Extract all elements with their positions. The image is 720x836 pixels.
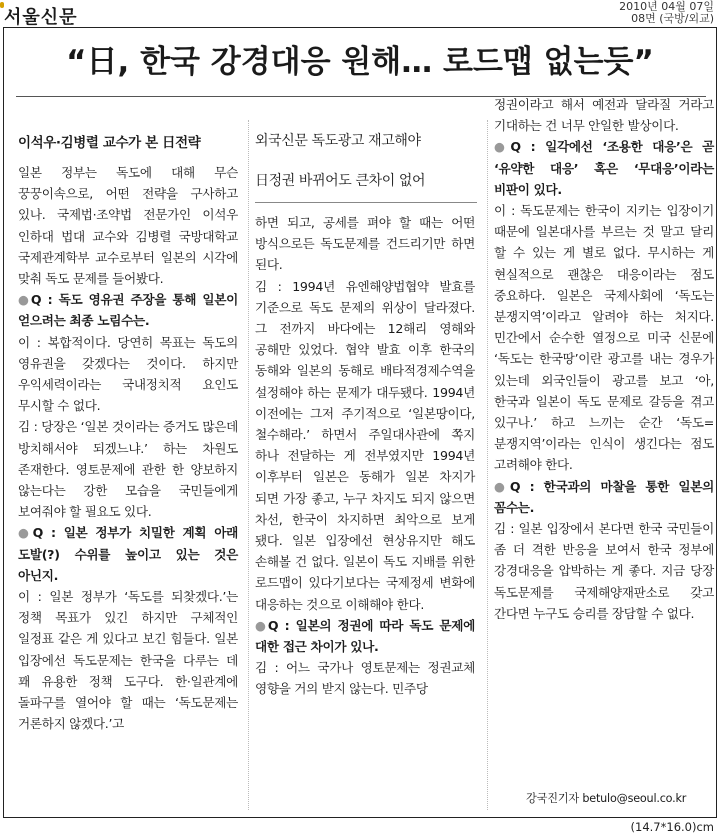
column-divider bbox=[248, 120, 249, 810]
paragraph-text: 김 : 일본 입장에서 본다면 한국 국민들이 좀 더 격한 반응을 보여서 한국 정부에 강경대응을 압박하는 게 좋다. 지금 당장 독도문제를 국제해양재판소로 갖고 간다면 누구도 승리를 장담할 수 없다. bbox=[494, 521, 714, 621]
paragraph-text: 김 : 어느 국가나 영토문제는 정권교체 영향을 거의 받지 않는다. 민주당 bbox=[255, 660, 475, 697]
question-paragraph bbox=[18, 289, 238, 331]
body-paragraph bbox=[255, 212, 475, 276]
question-text: Q : 일본의 정권에 따라 독도 문제에 대한 접근 차이가 있나. bbox=[255, 617, 475, 655]
page-section: 08면 (국방/외교) bbox=[631, 12, 714, 25]
body-paragraph bbox=[255, 276, 475, 615]
question-paragraph bbox=[494, 476, 714, 518]
question-bullet-icon: ● bbox=[255, 617, 268, 633]
question-paragraph bbox=[255, 615, 475, 657]
question-bullet-icon: ● bbox=[494, 139, 511, 155]
col1-subhead: 이석우·김병렬 교수가 본 日전략 bbox=[18, 135, 201, 151]
paragraph-text: 하면 되고, 공세를 펴야 할 때는 어떤 방식으로든 독도문제를 건드리기만 하면 된다. bbox=[255, 215, 475, 273]
question-bullet-icon: ● bbox=[18, 525, 33, 541]
paragraph-text: 김 : 당장은 ‘일본 것이라는 증거도 많은데 방치해서야 되겠느냐.’ 하는 차원도 존재한다. 영토문제에 관한 한 양보하지 않는다는 강한 모습을 국민들에게 보여줘야 할 필요도 있다. bbox=[18, 419, 238, 520]
dateline bbox=[619, 1, 714, 25]
question-text: Q : 한국과의 마찰을 통한 일본의 꼼수는. bbox=[494, 478, 714, 515]
question-text: Q : 독도 영유권 주장을 통해 일본이 얻으려는 최종 노림수는. bbox=[18, 292, 238, 329]
body-paragraph bbox=[18, 416, 238, 522]
paragraph-text: 이 : 독도문제는 한국이 지키는 입장이기 때문에 일본대사를 부르는 것 말고 달리 할 수 있는 게 별로 없다. 무시하는 게 현실적으로 괜찮은 대응이라는 점도 중요하다. 일본은 국제사회에 ‘독도는 분쟁지역’이라고 알려야 하는 처지다. 민간에서 순수한 열정으로 미국 신문에 ‘독도는 한국땅’이란 광고를 내는 경우가 있는데 외국인들이 광고를 보고 ‘아, 한국과 일본이 독도 문제로 갈등을 겪고 있구나.’ 하고 느끼는 순간 ‘독도=분쟁지역’이라는 인식이 생긴다는 점도 고려해야 한다. bbox=[494, 203, 714, 473]
column-divider bbox=[487, 120, 488, 810]
body-paragraph bbox=[494, 94, 714, 136]
subhead-divider bbox=[255, 202, 477, 203]
question-paragraph bbox=[494, 136, 714, 200]
question-bullet-icon: ● bbox=[494, 478, 510, 494]
paragraph-text: 김 : 1994년 유엔해양법협약 발효를 기준으로 독도 문제의 위상이 달라졌다. 그 전까지 바다에는 12해리 영해와 공해만 있었다. 협약 발효 이후 한국의 동해와 일본의 동해로 배타적경제수역을 설정해야 하는 문제가 대두됐다. 1994년 이전에는 그저 주기적으로 ‘일본땅이다, 철수해라.’ 하면서 주일대사관에 쪽지 하나 전달하는 게 전부였지만 1994년 이후부터 일본은 동해가 일본 차지가 되면 가장 좋고, 누구 차지도 되지 않으면 차선, 한국이 차지하면 최악으로 보게 됐다. 일본 입장에선 현상유지만 해도 손해볼 건 없다. 일본이 독도 지배를 위한 로드맵이 있다기보다는 국제정세 변화에 대응하는 것으로 이해해야 한다. bbox=[255, 278, 475, 612]
body-paragraph bbox=[18, 332, 238, 417]
question-bullet-icon: ● bbox=[18, 292, 31, 308]
byline: 강국진기자 betulo@seoul.co.kr bbox=[526, 792, 687, 805]
question-text: Q : 일각에선 ‘조용한 대응’은 곧 ‘유약한 대응’ 혹은 ‘무대응’이라는 비판이 있다. bbox=[494, 139, 714, 197]
col2-subhead-b: 日정권 바뀌어도 큰차이 없어 bbox=[255, 173, 426, 189]
body-paragraph bbox=[18, 162, 238, 289]
question-paragraph bbox=[18, 522, 238, 586]
body-paragraph bbox=[18, 586, 238, 734]
article-column-3 bbox=[494, 94, 714, 624]
paragraph-text: 이 : 일본 정부가 ‘독도를 되찾겠다.’는 정책 목표가 있긴 하지만 구체적인 일정표 같은 게 있다고 보긴 힘들다. 일본 입장에선 독도문제는 한국을 다루는 데 꽤 유용한 정책 도구다. 한·일관계에 돌파구를 열어야 할 때는 ‘독도문제는 거론하지 않겠다.’고 bbox=[18, 589, 238, 732]
paragraph-text: 정권이라고 해서 예전과 달라질 거라고 기대하는 건 너무 안일한 발상이다. bbox=[494, 97, 714, 134]
article-column-2 bbox=[255, 212, 475, 700]
question-text: Q : 일본 정부가 치밀한 계획 아래 도발(?) 수위를 높이고 있는 것은 아닌지. bbox=[18, 525, 238, 583]
publication-date: 2010년 04월 07일 bbox=[619, 0, 714, 13]
paragraph-text: 일본 정부는 독도에 대해 무슨 꿍꿍이속으로, 어떤 전략을 구사하고 있나. 국제법·조약법 전문가인 이석우 인하대 법대 교수와 김병렬 국방대학교 국제관계학부 교수로부터 일본의 시각에 맞춰 독도 문제를 들어봤다. bbox=[18, 165, 238, 287]
body-paragraph bbox=[494, 518, 714, 624]
size-note: (14.7*16.0)cm bbox=[630, 820, 714, 834]
body-paragraph bbox=[255, 657, 475, 699]
headline: “日, 한국 강경대응 원해… 로드맵 없는듯” bbox=[66, 44, 654, 80]
col2-subhead-a: 외국신문 독도광고 재고해야 bbox=[255, 133, 421, 149]
newspaper-logo: 서울신문 bbox=[4, 7, 78, 28]
paragraph-text: 이 : 복합적이다. 당연히 목표는 독도의 영유권을 갖겠다는 것이다. 하지만 우익세력이라는 국내정치적 요인도 무시할 수 없다. bbox=[18, 334, 238, 414]
article-column-1 bbox=[18, 162, 238, 734]
body-paragraph bbox=[494, 200, 714, 476]
masthead bbox=[0, 0, 720, 26]
